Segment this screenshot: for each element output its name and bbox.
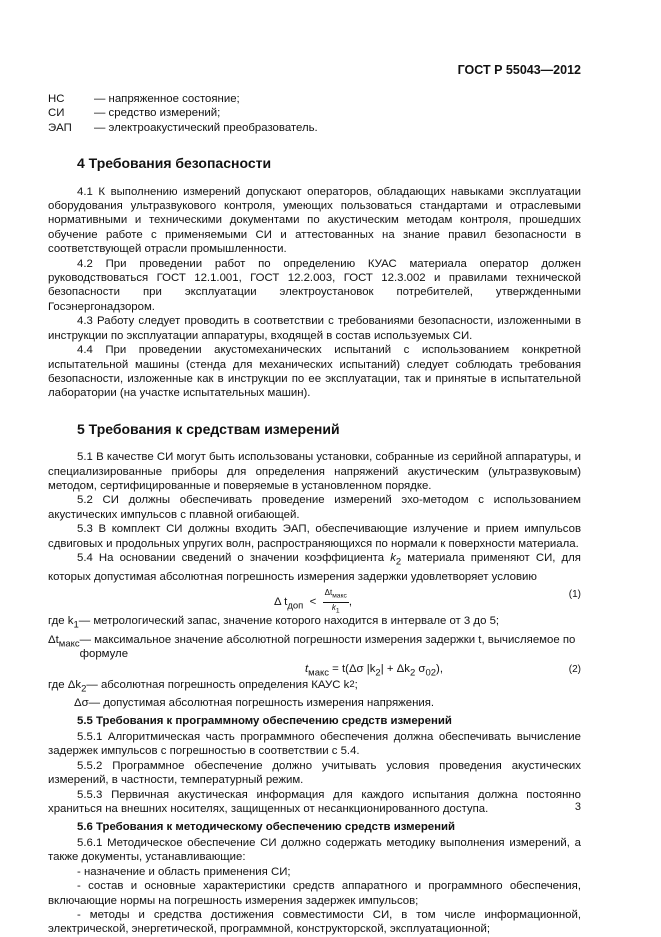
- abbreviation-key: НС: [48, 93, 65, 105]
- bullet-item: - методы и средства достижения совместимости СИ, в том числе информационной, электрической, энергетической, программной, конструкторской, эксплуатационной;: [48, 908, 581, 936]
- formula-body: = t(Δσ |k: [329, 662, 376, 675]
- fraction-numerator-sub: макс: [332, 592, 347, 600]
- section-heading: 4 Требования безопасности: [77, 155, 272, 172]
- formula-lhs-sub: макс: [308, 666, 329, 678]
- definition-text: — максимальное значение абсолютной погрешности измерения задержки t, вычисляемое по формуле: [79, 633, 576, 661]
- paragraph: 5.4 На основании сведений о значении коэффициента $k_2$ материала применяют СИ, для которых допустимая абсолютная погрешность измерения задержки удовлетворяет условию: [48, 551, 581, 583]
- subsection-heading: 5.5 Требования к программному обеспечению средств измерений: [77, 714, 452, 727]
- bullet-item: - назначение и область применения СИ;: [77, 865, 291, 878]
- definition-row: [48, 614, 581, 633]
- definition-key-text: где k: [48, 615, 74, 628]
- fraction-denominator: k: [331, 602, 336, 612]
- formula-2: [48, 662, 581, 678]
- abbreviation-item: [48, 92, 581, 106]
- paragraph: 5.6.1 Методическое обеспечение СИ должно содержать методику выполнения измерений, а также документы, устанавливающие:: [48, 836, 581, 864]
- paragraph: 5.5.2 Программное обеспечение должно учитывать условия проведения акустических измерений, в частности, температурный режим.: [48, 759, 581, 787]
- abbreviation-text: — напряженное состояние;: [94, 93, 240, 105]
- definition-key: Δσ: [74, 697, 89, 710]
- paragraph: 4.2 При проведении работ по определению КУАС материала оператор должен руководствоваться ГОСТ 12.1.001, ГОСТ 12.2.003, ГОСТ 12.3.002 и правилами технической безопасности при эксплуатации электроустановок потребителей, утвержденными Госэнергонадзором.: [48, 257, 581, 313]
- definition-text-sub: 2: [349, 678, 355, 690]
- formula-body: | + Δk: [380, 662, 410, 675]
- abbreviation-text: — средство измерений;: [94, 107, 221, 120]
- formula-lhs: t: [305, 662, 309, 675]
- definition-key: [48, 633, 80, 662]
- subsection-heading: 5.6 Требования к методическому обеспечению средств измерений: [77, 820, 456, 833]
- paragraph: 4.4 При проведении акустомеханических испытаний с использованием конкретной испытательной машины (стенда для механических испытаний) следует соблюдать требования безопасности, изложенные как в инструкции по ее эксплуатации, так и принятые в испытательной лаборатории (на участке испытательных машин).: [48, 344, 581, 400]
- definition-key: [48, 614, 79, 633]
- document-id: ГОСТ Р 55043—2012: [457, 63, 581, 77]
- definition-text: — допустимая абсолютная погрешность измерения напряжения.: [88, 697, 435, 710]
- definition-row: [48, 633, 581, 662]
- definition-row: [48, 696, 581, 710]
- formula-body: σ: [415, 662, 426, 675]
- bullet-item: - состав и основные характеристики средств аппаратного и программного обеспечения, включающие нормы на погрешность измерения задержек импульсов;: [48, 880, 581, 907]
- paragraph: 4.3 Работу следует проводить в соответствии с требованиями безопасности, изложенными в инструкции по эксплуатации аппаратуры, входящей в состав используемых СИ.: [48, 315, 581, 342]
- paragraph: 5.5.1 Алгоритмическая часть программного обеспечения должна обеспечивать вычисление задержек импульсов с погрешностью в соответствии с 5.4.: [48, 731, 581, 758]
- section-heading: 5 Требования к средствам измерений: [77, 420, 340, 437]
- formula-tail: ,: [348, 596, 352, 609]
- formula-number: (1): [568, 589, 581, 601]
- formula-operator: <: [309, 596, 317, 609]
- formula-subscript: 02: [425, 666, 437, 678]
- abbreviation-key: ЭАП: [48, 121, 72, 134]
- formula-subscript: 2: [375, 666, 381, 678]
- page-number: 3: [574, 801, 581, 813]
- paragraph-text: материала применяют СИ, для которых допустимая абсолютная погрешность измерения задержки удовлетворяет условию: [48, 551, 581, 583]
- definition-key-text: Δt: [48, 633, 59, 646]
- paragraph-text: 5.4 На основании сведений о значении коэффициента: [77, 551, 385, 564]
- definitions: [48, 678, 581, 711]
- formula-lhs-sub: доп: [287, 600, 304, 612]
- formula-expression: [305, 662, 443, 681]
- formula-1: [48, 584, 581, 614]
- definition-key-sub: 2: [81, 682, 87, 694]
- definition-row: [48, 678, 581, 697]
- paragraph: 5.2 СИ должны обеспечивать проведение измерений эхо-методом с использованием акустических импульсов с плавной огибающей.: [48, 494, 581, 521]
- formula-subscript: 2: [409, 666, 416, 678]
- page-content: [48, 92, 581, 937]
- definition-key: [48, 678, 86, 697]
- abbreviation-list: [48, 92, 581, 135]
- definition-tail: ;: [354, 678, 358, 691]
- definition-key-text: где Δk: [48, 678, 82, 691]
- paragraph: 5.3 В комплект СИ должны входить ЭАП, обеспечивающие излучение и прием импульсов сдвиговых и продольных упругих волн, распространяющихся по нормали к поверхности материала.: [48, 523, 581, 550]
- paragraph: 4.1 К выполнению измерений допускают операторов, обладающих навыками эксплуатации оборудования ультразвукового контроля, умеющих пользоваться стандартами и отраслевыми нормативными и техническими документами по акустическим методам контроля, прошедших обучение работе с применяемыми СИ и аттестованных на знание правил безопасности в соответствующей отрасли промышленности.: [48, 185, 581, 256]
- fraction-numerator: Δt: [324, 588, 333, 598]
- abbreviation-item: [48, 106, 581, 120]
- definition-text: — абсолютная погрешность определения КАУС k: [86, 678, 350, 691]
- abbreviation-item: [48, 121, 581, 135]
- formula-number: (2): [568, 663, 581, 675]
- abbreviation-key: СИ: [48, 107, 65, 120]
- definition-key-sub: макс: [58, 638, 80, 650]
- k2-symbol: k: [390, 551, 396, 564]
- fraction-denominator-sub: 1: [335, 607, 340, 615]
- definition-key-sub: 1: [73, 619, 79, 631]
- definition-text: — метрологический запас, значение которого находится в интервале от 3 до 5;: [78, 615, 500, 628]
- abbreviation-text: — электроакустический преобразователь.: [94, 121, 318, 134]
- definitions: [48, 614, 581, 662]
- formula-expression: [274, 588, 352, 616]
- formula-body: ),: [436, 662, 443, 675]
- paragraph: 5.5.3 Первичная акустическая информация для каждого испытания должна постоянно храниться на внешних носителях, защищенных от несанкционированного доступа.: [48, 788, 581, 816]
- formula-lhs: Δ t: [274, 596, 288, 609]
- paragraph: 5.1 В качестве СИ могут быть использованы установки, собранные из серийной аппаратуры, и специализированные приборы для определения напряжений акустическим (ультразвуковым) методом, сертифицированные и поверяемые в установленном порядке.: [48, 451, 581, 492]
- fraction: [323, 588, 349, 616]
